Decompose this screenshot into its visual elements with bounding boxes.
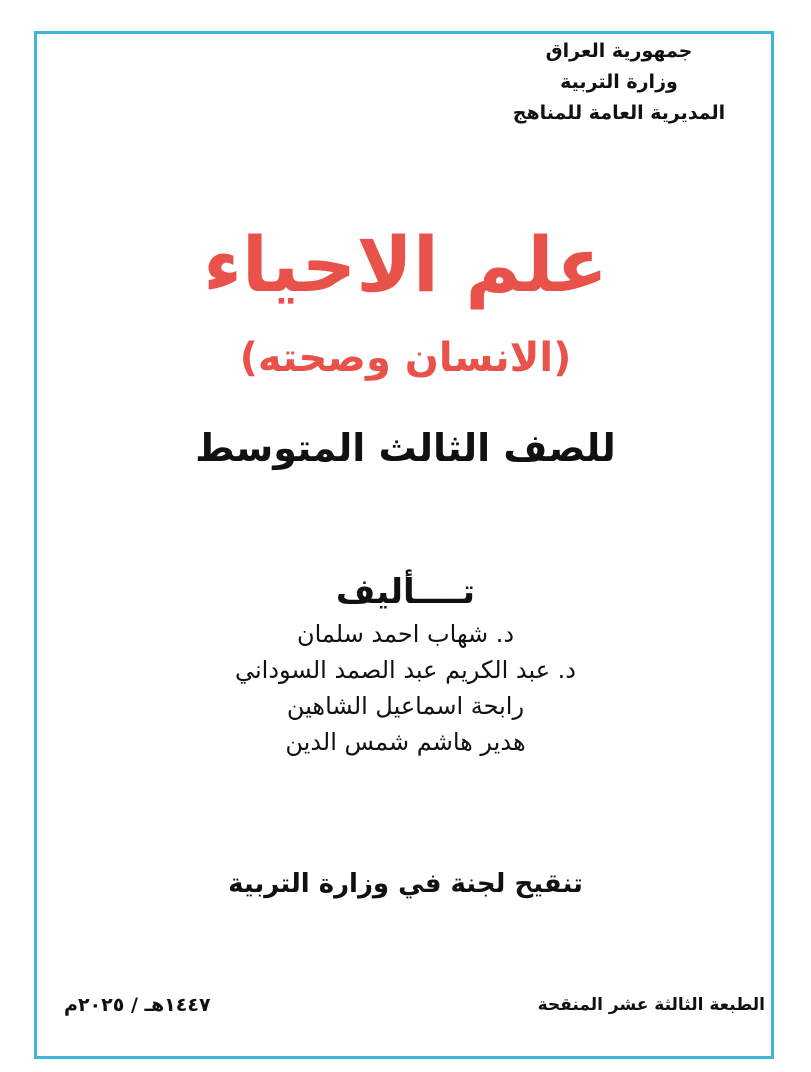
country-name: جمهورية العراق: [545, 40, 693, 62]
book-subtitle: (الانسان وصحته): [239, 335, 572, 381]
author-name: د. شهاب احمد سلمان: [296, 620, 515, 648]
ministry-name: وزارة التربية: [560, 71, 678, 93]
authors-heading: تــــأليف: [335, 572, 476, 612]
publication-date: ١٤٤٧هـ / ٢٠٢٥م: [64, 994, 211, 1016]
author-name: رابحة اسماعيل الشاهين: [286, 692, 525, 720]
author-name: د. عبد الكريم عبد الصمد السوداني: [234, 656, 576, 684]
revision-note: تنقيح لجنة في وزارة التربية: [228, 869, 583, 899]
issuing-authority-block: [489, 36, 749, 129]
book-title: علم الاحياء: [203, 220, 608, 309]
author-name: هدير هاشم شمس الدين: [285, 728, 526, 756]
directorate-name: المديرية العامة للمناهج: [512, 102, 726, 124]
edition-label: الطبعة الثالثة عشر المنقحة: [537, 995, 765, 1015]
authors-list: [0, 616, 811, 760]
grade-level: للصف الثالث المتوسط: [195, 426, 616, 470]
